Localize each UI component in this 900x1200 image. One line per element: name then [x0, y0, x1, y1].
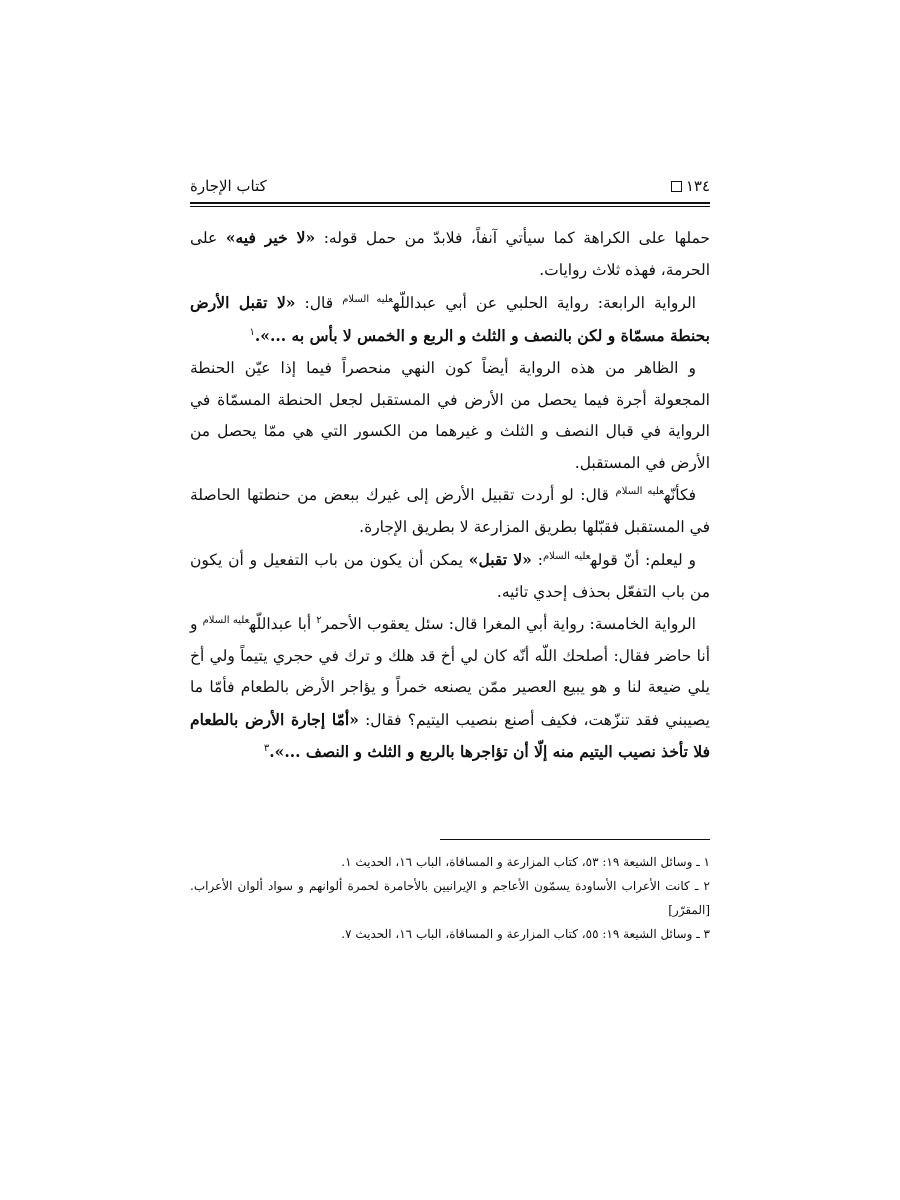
footnote-2: ٢ ـ كانت الأعراب الأساودة يسمّون الأعاجم و الإيرانيين بالأحامرة لحمرة ألوانهم و سواد ألوان الأعراب. [المقرّر] — [190, 879, 710, 917]
paragraph-5: و ليعلم: أنّ قوله$^{عليه السلام}$: «لا تقبل» يمكن أن يكون من باب التفعيل و أن يكون من باب التفعّل بحذف إحدي تائيه. — [190, 550, 710, 601]
footnote-3: ٣ ـ وسائل الشيعة ١٩: ٥٥، كتاب المزارعة و المساقاة، الباب ١٦، الحديث ٧. — [341, 927, 710, 941]
header-rule-thin — [190, 206, 710, 207]
paragraph-3: و الظاهر من هذه الرواية أيضاً كون النهي منحصراً فيما إذا عيّن الحنطة المجعولة أجرة فيما يحصل من الأرض في المستقبل لجعل الحنطة المسمّاة في الرواية في قبال النصف و الثلث و غيرهما من الكسور التي هي ممّا يحصل من الأرض في المستقبل. — [190, 359, 710, 472]
footnote-ref: ٣ — [263, 742, 270, 754]
page-number-text: ١٣٤ — [685, 177, 710, 195]
paragraph-4: فكأنّه$^{عليه السلام}$ قال: لو أردت تقبيل الأرض إلى غيرك ببعض من حنطتها الحاصلة في المستقبل فقبّلها بطريق المزارعة لا بطريق الإجارة. — [190, 485, 710, 536]
footnote-ref: ١ — [249, 326, 255, 338]
page-header — [190, 174, 710, 198]
honorific-glyph: عليه السلام — [542, 550, 591, 562]
page-number — [671, 177, 710, 195]
paragraph-1: حملها على الكراهة كما سيأتي آنفاً، فلابدّ من حمل قوله: «لا خير فيه» على الحرمة، فهذه ثلاث روايات. — [190, 228, 711, 279]
honorific-glyph: عليه السلام — [615, 485, 664, 497]
footnote-1: ١ ـ وسائل الشيعة ١٩: ٥٣، كتاب المزارعة و المساقاة، الباب ١٦، الحديث ١. — [341, 855, 710, 869]
footnotes — [190, 850, 710, 946]
book-title: كتاب الإجارة — [190, 177, 267, 195]
honorific-glyph: عليه السلام — [342, 293, 393, 305]
footnote-divider — [440, 839, 710, 840]
paragraph-6: الرواية الخامسة: رواية أبي المغرا قال: سئل يعقوب الأحمر$^٢$ أبا عبداللّه$^{عليه السلام}$ و أنا حاضر فقال: أصلحك اللّه أنّه كان لي أخ قد هلك و ترك في حجري يتيماً ولي أخ يلي ضيعة لنا و هو يبيع العصير ممّن يصنعه خمراً و يؤاجر الأرض بالطعام فأمّا ما يصيبني فقد تنزّهت، فكيف أصنع بنصيب اليتيم؟ فقال: «أمّا إجارة الأرض بالطعام فلا تأخذ نصيب اليتيم منه إلّا أن تؤاجرها بالربع و الثلث و النصف ...».$^٣$ — [190, 614, 710, 761]
body-text — [190, 222, 710, 770]
paragraph-2: الرواية الرابعة: رواية الحلبي عن أبي عبداللّه$^{عليه السلام}$ قال: «لا تقبل الأرض بحنطة مسمّاة و لكن بالنصف و الثلث و الربع و الخمس لا بأس به ...».$^١$ — [190, 293, 710, 345]
footnote-ref: ٢ — [316, 614, 322, 626]
square-box-icon — [671, 181, 682, 192]
header-rule-thick — [190, 202, 710, 204]
honorific-glyph: عليه السلام — [202, 614, 250, 626]
